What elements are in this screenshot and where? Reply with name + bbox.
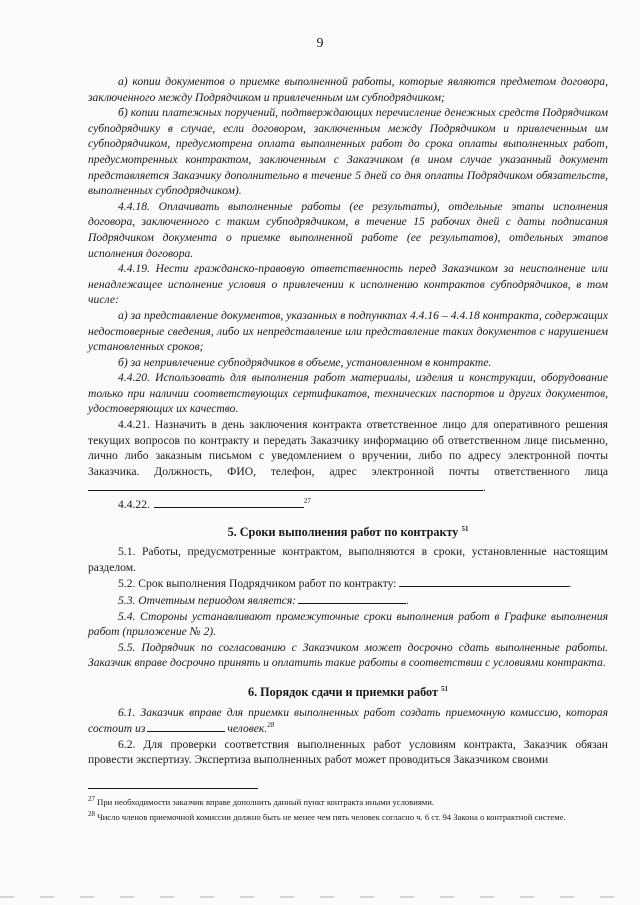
paragraph-4-4-21-text: 4.4.21. Назначить в день заключения контракта ответственное лицо для оперативного решения текущих вопросов по контракту и передать Заказчику информацию об ответственном лице письменно, лично либо заказным письмом с уведомлением о вручении, либо по адресу электронной почты Заказчика. Должность, ФИО, телефон, адрес электронной почты ответственного лица (88, 418, 608, 478)
section-6-title: 6. Порядок сдачи и приемки работ (247, 684, 438, 699)
reporting-period-blank (298, 592, 406, 604)
paragraph-5-1: 5.1. Работы, предусмотренные контрактом, выполняются в сроки, установленные настоящим разделом. (88, 545, 608, 574)
scan-edge-artifact (0, 896, 640, 898)
paragraph-4-4-19-b: б) за непривлечение субподрядчиков в объеме, установленном в контракте. (118, 355, 492, 369)
document-body (88, 74, 608, 768)
footnote-27 (88, 797, 613, 808)
paragraph-4-4-19: 4.4.19. Нести гражданско-правовую ответственность перед Заказчиком за неисполнение или ненадлежащее исполнение условия о привлечении к исполнению контрактов субподрядчиков, в том числе: (88, 262, 608, 307)
footnote-28 (88, 812, 613, 823)
footnote-ref-27: 27 (303, 497, 311, 506)
page-number: 9 (316, 36, 324, 51)
paragraph-4-4-18: 4.4.18. Оплачивать выполненные работы (ее результаты), отдельные этапы исполнения договора, заключенного с таким субподрядчиком, в течение 15 рабочих дней с даты подписания Подрядчиком документа о приемке выполненной работе (ее результатов), отдельных этапов исполнения договора. (88, 199, 608, 260)
paragraph-5-5: 5.5. Подрядчик по согласованию с Заказчиком может досрочно сдать выполненные работы. Заказчик вправе досрочно принять и оплатить такие работы в соответствии с условиями контракта. (88, 640, 608, 670)
paragraph-6-2: 6.2. Для проверки соответствия выполненных работ условиям контракта, Заказчик обязан провести экспертизу. Экспертиза выполненных работ может проводиться Заказчиком своими (88, 737, 608, 767)
section-6-heading (88, 685, 608, 701)
paragraph-6-1-text: 6.1. Заказчик вправе для приемки выполненных работ создать приемочную комиссию, которая состоит из (88, 705, 608, 736)
paragraph-5-3: 5.3. Отчетным периодом является: . (118, 594, 410, 607)
paragraph-a-docs: а) копии документов о приемке выполненной работы, которые являются предметом договора, заключенного между Подрядчиком и привлеченным им субподрядчиком; (88, 75, 608, 104)
footnote-27-text: При необходимости заказчик вправе дополнить данный пункт контракта иными условиями. (97, 797, 434, 807)
footnotes (88, 797, 613, 827)
paragraph-5-4: 5.4. Стороны устанавливают промежуточные сроки выполнения работ в Графике выполнения работ (приложение № 2). (88, 609, 608, 639)
paragraph-4-4-20: 4.4.20. Использовать для выполнения работ материалы, изделия и конструкции, оборудование только при наличии соответствующих сертификатов, технических паспортов и других документов, удостоверяющих их качество. (88, 371, 608, 416)
footnote-separator (88, 788, 258, 789)
section-5-title: 5. Сроки выполнения работ по контракту (227, 524, 459, 539)
term-blank (399, 575, 569, 587)
paragraph-6-1-end: человек. (227, 722, 268, 736)
footnote-ref-28: 28 (267, 721, 275, 730)
footnote-28-text: Число членов приемочной комиссии должно быть не менее чем пять человек согласно ч. 6 ст. 94 Закона о контрактной системе. (97, 812, 566, 822)
paragraph-b-payments: б) копии платежных поручений, подтверждающих перечисление денежных средств Подрядчиком субподрядчику в случае, если договором, заключенным между Подрядчиком и привлеченным им субподрядчиком, предусмотрена оплата выполненных работ до срока оплаты выполненных работ, предусмотренных контрактом, заключенным с Заказчиком (в ином случае указанный документ представляется Заказчику дополнительно в течение 5 дней со дня оплаты Подрядчиком обязательств, выполненных субподрядчиком). (88, 106, 608, 198)
item-4-4-22-blank (154, 496, 304, 508)
footnote-ref-51: 51 (441, 684, 449, 693)
paragraph-4-4-19-a: а) за представление документов, указанных в подпунктах 4.4.16 – 4.4.18 контракта, содержащих недостоверные сведения, либо их непредставление или представление таких документов с нарушением установленных сроков; (88, 308, 608, 354)
section-5-heading (88, 525, 608, 541)
item-4-4-22-number: 4.4.22. (118, 498, 150, 512)
footnote-28-mark: 28 (88, 810, 95, 819)
footnote-27-mark: 27 (88, 795, 95, 804)
paragraph-5-2-text: 5.2. Срок выполнения Подрядчиком работ по контракту: (118, 577, 397, 591)
paragraph-5-3-text: 5.3. Отчетным периодом является: (118, 594, 297, 607)
paragraph-4-4-21: 4.4.21. Назначить в день заключения контракта ответственное лицо для оперативного решения текущих вопросов по контракту и передать Заказчику информацию об ответственном лице письменно, лично либо заказным письмом с уведомлением о вручении, либо по адресу электронной почты Заказчика. Должность, ФИО, телефон, адрес электронной почты ответственного лица. (88, 418, 608, 495)
responsible-person-blank (88, 479, 483, 491)
paragraph-4-4-22 (88, 496, 608, 513)
footnote-ref-51: 51 (461, 524, 469, 533)
paragraph-6-1 (88, 705, 608, 737)
commission-count-blank (147, 720, 225, 732)
paragraph-5-2: 5.2. Срок выполнения Подрядчиком работ по контракту: . (118, 577, 572, 591)
